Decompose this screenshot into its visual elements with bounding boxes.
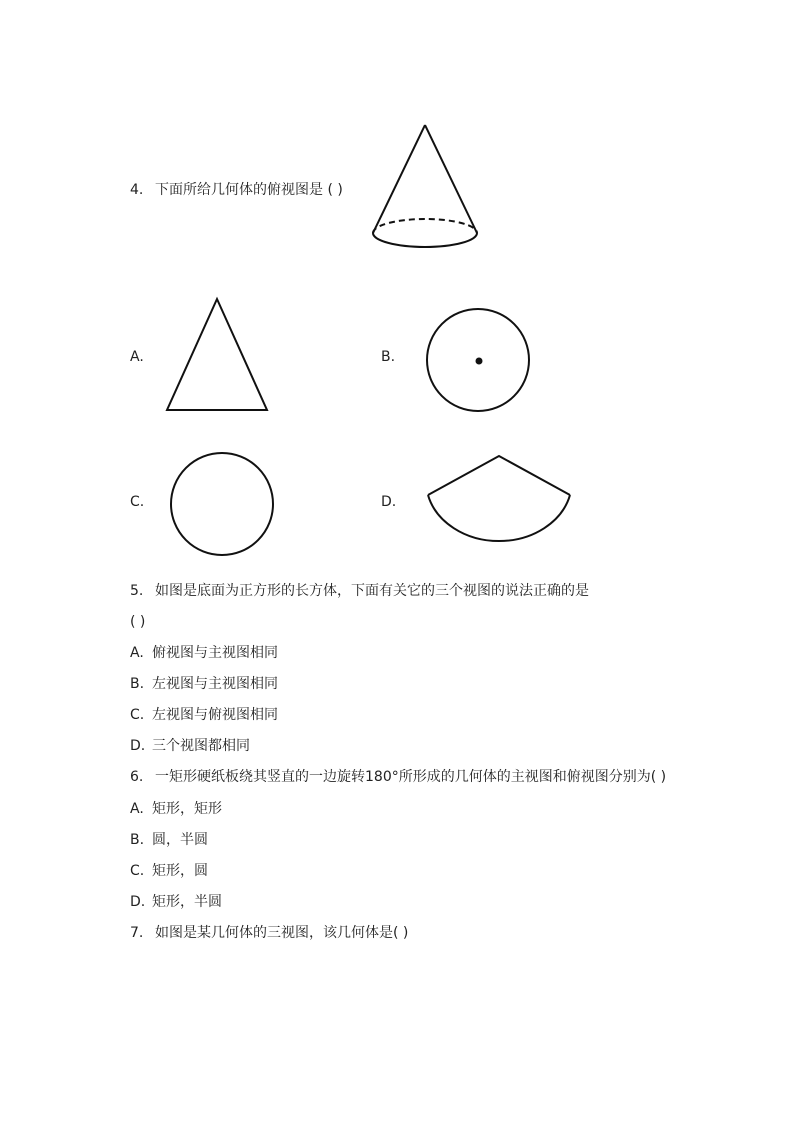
q4-option-b-letter: B. <box>381 349 396 365</box>
q5-option-d-letter: D. <box>130 738 146 754</box>
q4-option-b-circle-dot <box>422 307 537 417</box>
q4-option-d-sector <box>422 450 577 560</box>
q5-option-c-text: 左视图与俯视图相同 <box>152 707 278 723</box>
q6-stem: 一矩形硬纸板绕其竖直的一边旋转180°所形成的几何体的主视图和俯视图分别为( ) <box>155 769 667 785</box>
q6-option-a-text: 矩形，矩形 <box>152 801 222 817</box>
q5-option-b-letter: B. <box>130 676 145 692</box>
q5-bracket: ( ) <box>130 614 146 630</box>
q5-option-c-letter: C. <box>130 707 145 723</box>
q4-option-a-triangle <box>160 292 275 417</box>
q4-option-a-letter: A. <box>130 349 144 365</box>
cone-figure <box>368 120 483 255</box>
q6-option-b-letter: B. <box>130 832 145 848</box>
q6-option-d-letter: D. <box>130 894 146 910</box>
q5-option-d-text: 三个视图都相同 <box>152 738 250 754</box>
q6-option-b-text: 圆，半圆 <box>152 832 208 848</box>
q4-number: 4. <box>130 182 144 198</box>
q5-option-a-text: 俯视图与主视图相同 <box>152 645 278 661</box>
q6-option-d-text: 矩形，半圆 <box>152 894 222 910</box>
q4-option-d-letter: D. <box>381 494 397 510</box>
q4-option-c-letter: C. <box>130 494 145 510</box>
q4-stem: 下面所给几何体的俯视图是 ( ) <box>155 182 343 198</box>
q6-option-a-letter: A. <box>130 801 144 817</box>
q5-number: 5. <box>130 583 144 599</box>
q7-stem: 如图是某几何体的三视图，该几何体是( ) <box>155 925 409 941</box>
q7-number: 7. <box>130 925 144 941</box>
q6-option-c-letter: C. <box>130 863 145 879</box>
q4-option-c-circle <box>165 450 280 560</box>
q5-option-a-letter: A. <box>130 645 144 661</box>
q6-option-c-text: 矩形，圆 <box>152 863 208 879</box>
q5-stem: 如图是底面为正方形的长方体，下面有关它的三个视图的说法正确的是 <box>155 583 589 599</box>
q5-option-b-text: 左视图与主视图相同 <box>152 676 278 692</box>
q6-number: 6. <box>130 769 144 785</box>
